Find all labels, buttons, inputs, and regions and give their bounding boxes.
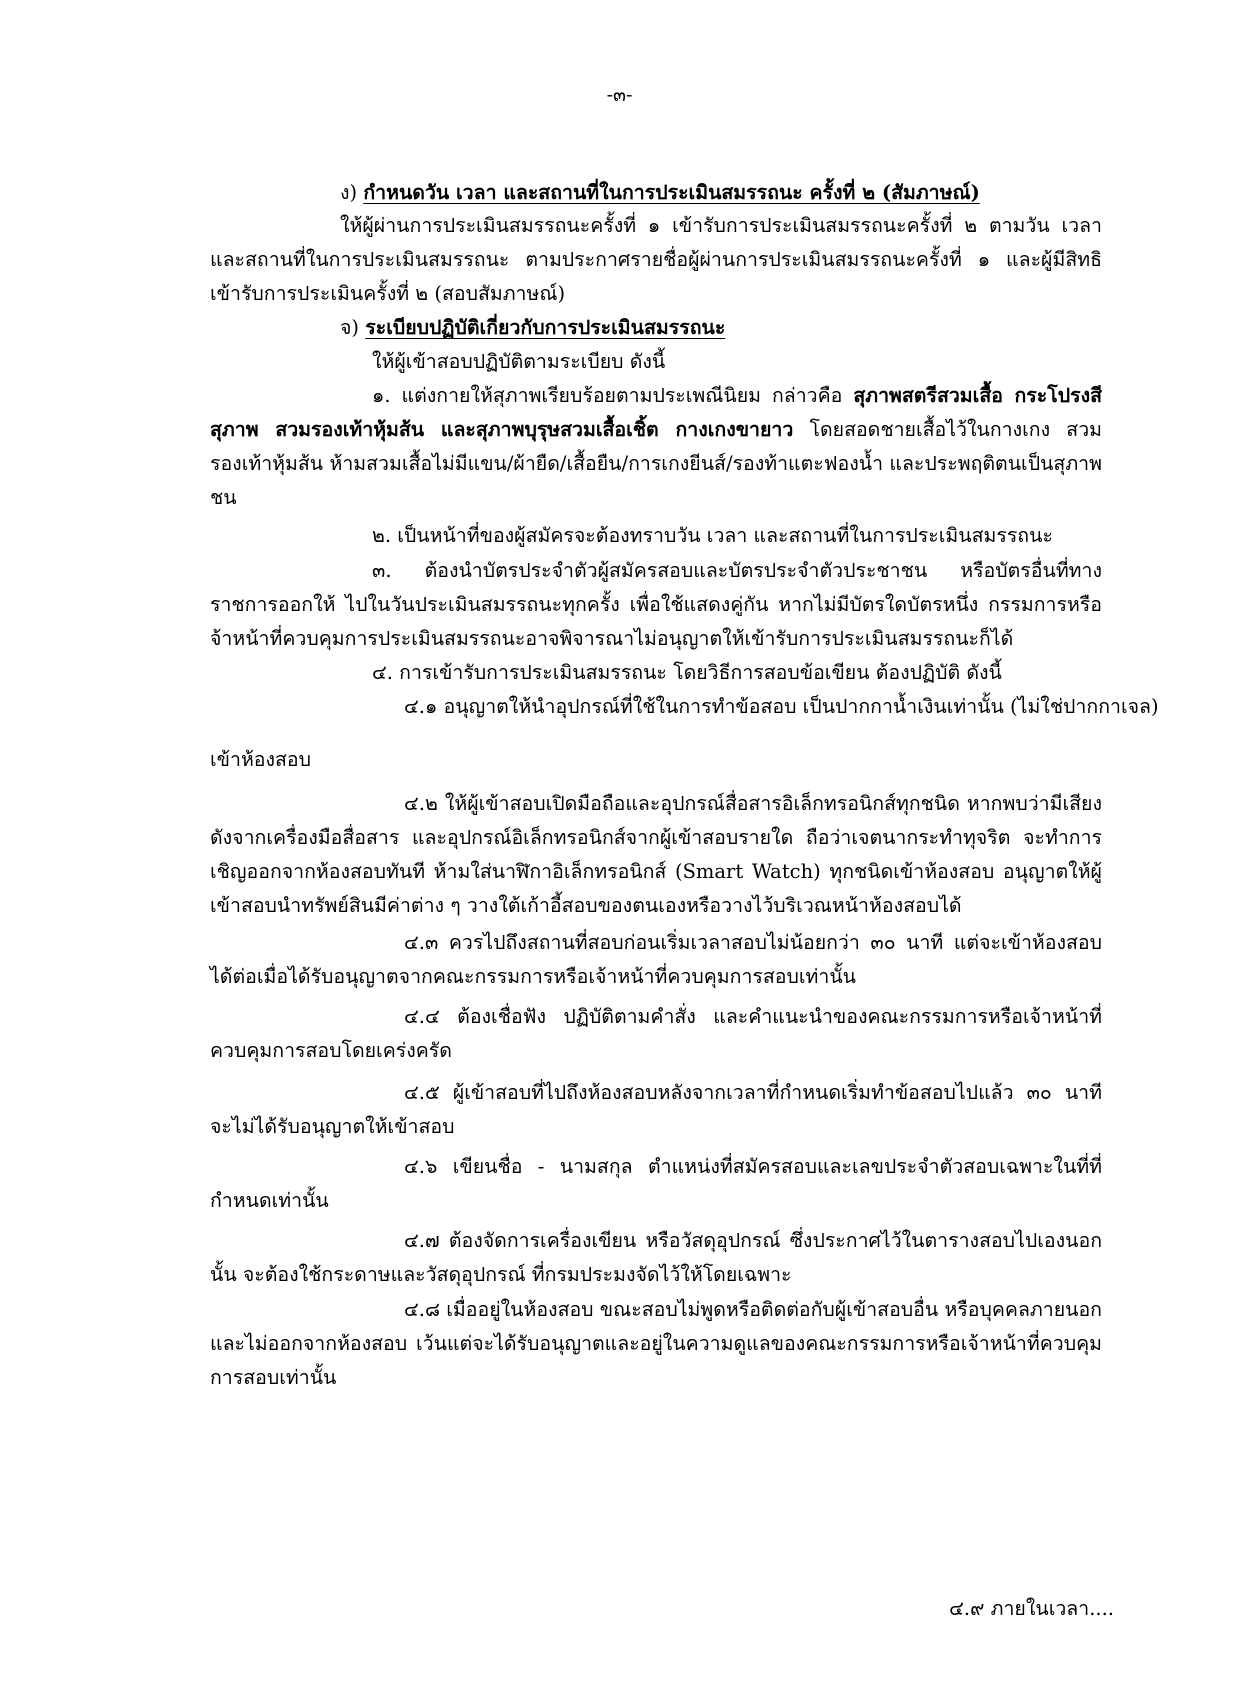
item-1-bold: สุภาพสตรีสวมเสื้อ กระโปรงสีสุภาพ สวมรองเท้าหุ้มส้น และสุภาพบุรุษสวมเสื้อเชิ้ต กางเกงขายาว <box>210 384 1102 441</box>
item-1-text-a: ๑. แต่งกายให้สุภาพเรียบร้อยตามประเพณีนิยม กล่าวคือ <box>372 384 854 407</box>
page-number: -๓- <box>606 84 633 106</box>
section-j-heading <box>340 311 725 345</box>
section-ng-heading <box>340 176 980 210</box>
section-ng-paragraph: ให้ผู้ผ่านการประเมินสมรรถนะครั้งที่ ๑ เข้ารับการประเมินสมรรถนะครั้งที่ ๒ ตามวัน เวลา และสถานที่ในการประเมินสมรรถนะ ตามประกาศรายชื่อผู้ผ่านการประเมินสมรรถนะครั้งที่ ๑ และผู้มีสิทธิเข้ารับการประเมินครั้งที่ ๒ (สอบสัมภาษณ์) <box>210 214 1102 305</box>
section-ng-title: กำหนดวัน เวลา และสถานที่ในการประเมินสมรรถนะ ครั้งที่ ๒ (สัมภาษณ์) <box>363 181 980 204</box>
section-j-title: ระเบียบปฏิบัติเกี่ยวกับการประเมินสมรรถนะ <box>365 316 726 339</box>
section-j-intro: ให้ผู้เข้าสอบปฏิบัติตามระเบียบ ดังนี้ <box>372 350 666 373</box>
section-ng-prefix: ง) <box>340 181 358 204</box>
item-3: ๓. ต้องนำบัตรประจำตัวผู้สมัครสอบและบัตรประจำตัวประชาชน หรือบัตรอื่นที่ทางราชการออกให้ ไปในวันประเมินสมรรถนะทุกครั้ง เพื่อใช้แสดงคู่กัน หากไม่มีบัตรใดบัตรหนึ่ง กรรมการหรือจ้าหน้าที่ควบคุมการประเมินสมรรถนะอาจพิจารณาไม่อนุญาตให้เข้ารับการประเมินสมรรถนะก็ได้ <box>210 559 1102 650</box>
item-1-text-b: โดยสอดชายเสื้อไว้ในกางเกง สวมรองเท้าหุ้มส้น ห้ามสวมเสื้อไม่มีแขน/ผ้ายืด/เสื้อยืน/การเกงยีนส์/รองท้าแตะฟองน้ำ และประพฤติตนเป็นสุภาพชน <box>210 418 1102 509</box>
item-4-7: ๔.๗ ต้องจัดการเครื่องเขียน หรือวัสดุอุปกรณ์ ซึ่งประกาศไว้ในตารางสอบไปเองนอกนั้น จะต้องใช้กระดาษและวัสดุอุปกรณ์ ที่กรมประมงจัดไว้ให้โดยเฉพาะ <box>210 1229 1102 1286</box>
item-4-8: ๔.๘ เมื่ออยู่ในห้องสอบ ขณะสอบไม่พูดหรือติดต่อกับผู้เข้าสอบอื่น หรือบุคคลภายนอก และไม่ออกจากห้องสอบ เว้นแต่จะได้รับอนุญาตและอยู่ในความดูแลของคณะกรรมการหรือเจ้าหน้าที่ควบคุมการสอบเท่านั้น <box>210 1298 1102 1389</box>
item-4-4: ๔.๔ ต้องเชื่อฟัง ปฏิบัติตามคำสั่ง และคำแนะนำของคณะกรรมการหรือเจ้าหน้าที่ควบคุมการสอบโดยเคร่งครัด <box>210 1005 1102 1062</box>
item-4-1-cont: เข้าห้องสอบ <box>210 748 312 771</box>
item-4-5: ๔.๕ ผู้เข้าสอบที่ไปถึงห้องสอบหลังจากเวลาที่กำหนดเริ่มทำข้อสอบไปแล้ว ๓๐ นาทีจะไม่ได้รับอนุญาตให้เข้าสอบ <box>210 1081 1102 1138</box>
item-4: ๔. การเข้ารับการประเมินสมรรถนะ โดยวิธีการสอบข้อเขียน ต้องปฏิบัติ ดังนี้ <box>372 661 1002 684</box>
item-1 <box>210 379 1102 515</box>
item-4-1: ๔.๑ อนุญาตให้นำอุปกรณ์ที่ใช้ในการทำข้อสอบ เป็นปากกาน้ำเงินเท่านั้น (ไม่ใช่ปากกาเจล) <box>404 695 1159 718</box>
section-j-prefix: จ) <box>340 316 360 339</box>
item-4-2: ๔.๒ ให้ผู้เข้าสอบเปิดมือถือและอุปกรณ์สื่อสารอิเล็กทรอนิกส์ทุกชนิด หากพบว่ามีเสียงดังจากเครื่องมือสื่อสาร และอุปกรณ์อิเล็กทรอนิกส์จากผู้เข้าสอบรายใด ถือว่าเจตนากระทำทุจริต จะทำการเชิญออกจากห้องสอบทันที ห้ามใส่นาฬิกาอิเล็กทรอนิกส์ (Smart Watch) ทุกชนิดเข้าห้องสอบ อนุญาตให้ผู้เข้าสอบนำทรัพย์สินมีค่าต่าง ๆ วางใต้เก้าอี้สอบของตนเองหรือวางไว้บริเวณหน้าห้องสอบได้ <box>210 792 1102 917</box>
item-2: ๒. เป็นหน้าที่ของผู้สมัครจะต้องทราบวัน เวลา และสถานที่ในการประเมินสมรรถนะ <box>372 524 1053 547</box>
continuation-note: ๔.๙ ภายในเวลา.... <box>949 1597 1114 1620</box>
item-4-3: ๔.๓ ควรไปถึงสถานที่สอบก่อนเริ่มเวลาสอบไม่น้อยกว่า ๓๐ นาที แต่จะเข้าห้องสอบได้ต่อเมื่อได้รับอนุญาตจากคณะกรรมการหรือเจ้าหน้าที่ควบคุมการสอบเท่านั้น <box>210 931 1102 988</box>
item-4-6: ๔.๖ เขียนชื่อ - นามสกุล ตำแหน่งที่สมัครสอบและเลขประจำตัวสอบเฉพาะในที่ที่กำหนดเท่านั้น <box>210 1155 1102 1212</box>
